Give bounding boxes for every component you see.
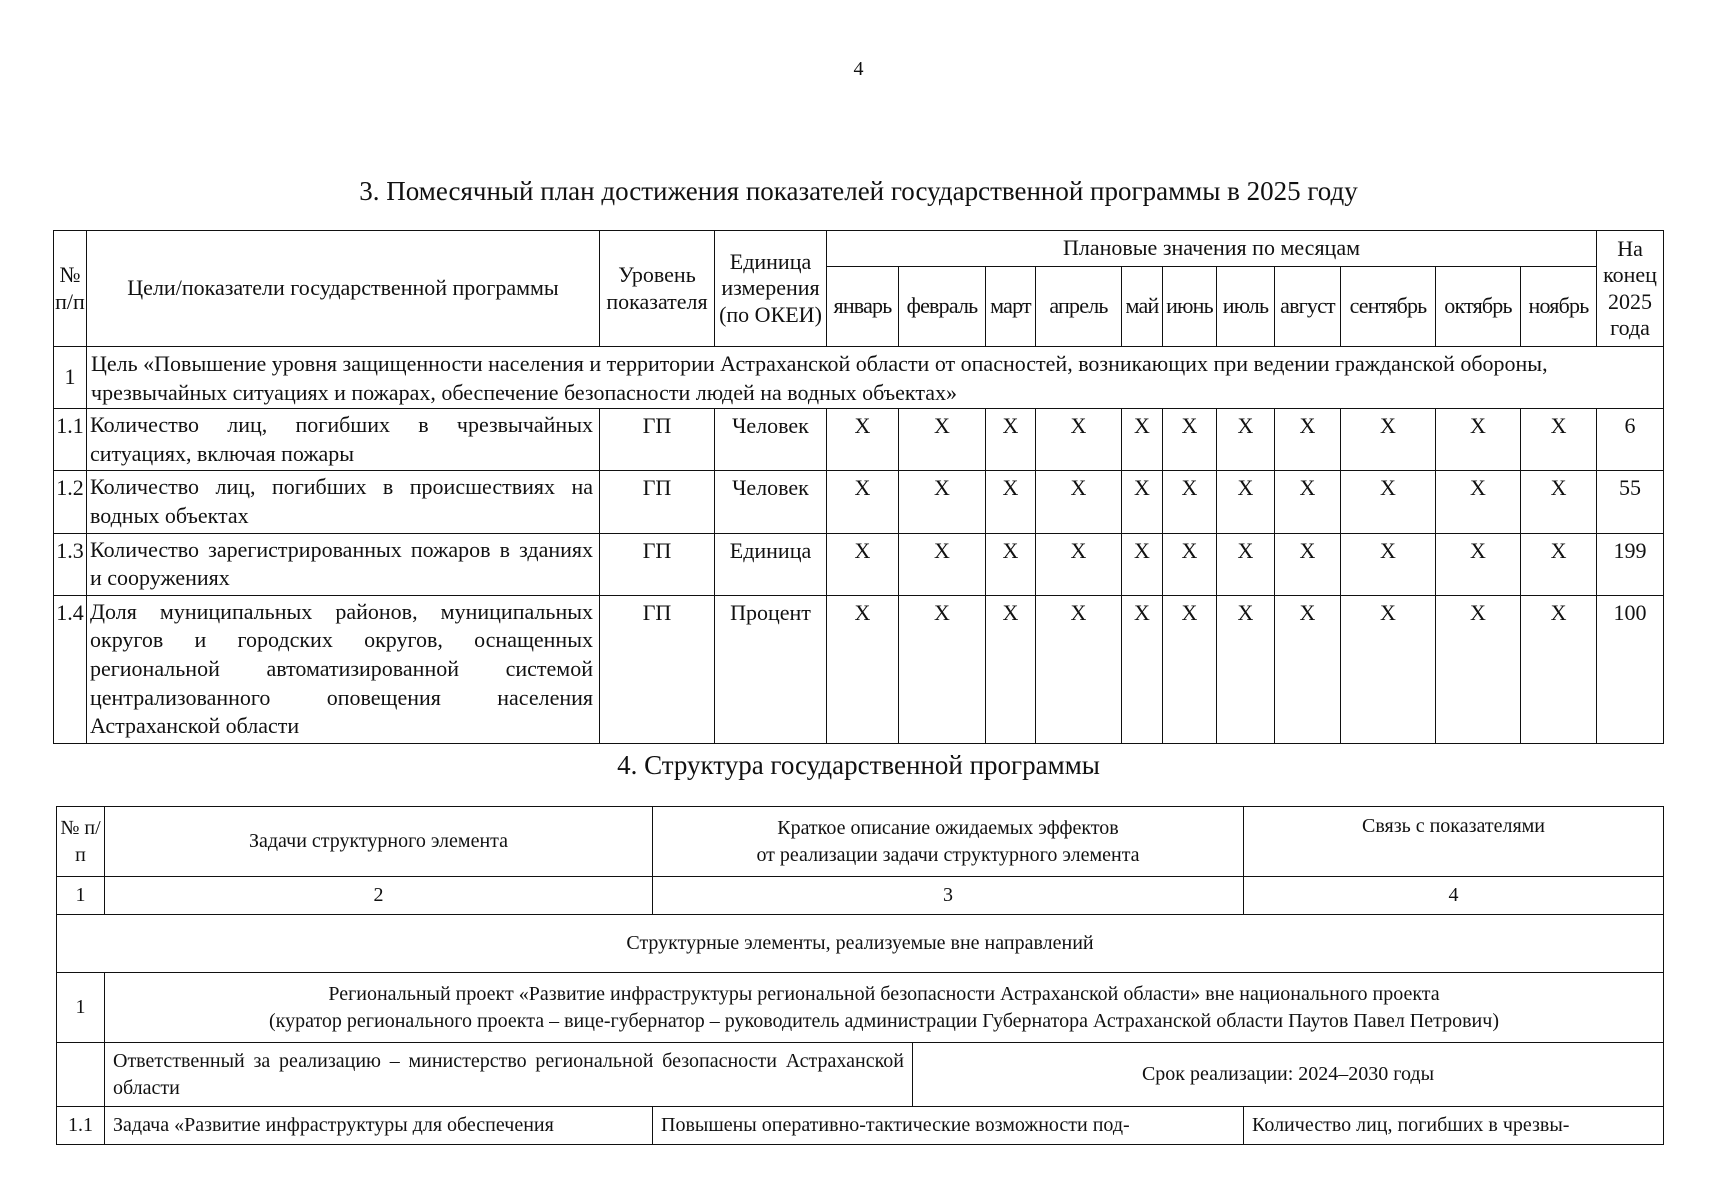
group-title: Структурные элементы, реализуемые вне направлений (57, 915, 1664, 973)
month-value: Х (1341, 471, 1436, 533)
month-value: Х (986, 595, 1036, 743)
end-of-year-value: 55 (1597, 471, 1664, 533)
indicator-name: Количество зарегистрированных пожаров в зданиях и сооружениях (87, 533, 600, 595)
month-value: Х (1275, 471, 1341, 533)
column-number: 3 (653, 877, 1244, 915)
month-value: Х (1122, 595, 1163, 743)
indicator-num: 1.2 (54, 471, 87, 533)
project-title-line1: Региональный проект «Развитие инфраструктуры региональной безопасности Астраханской области» вне национального проекта (328, 982, 1440, 1005)
indicator-level: ГП (600, 595, 715, 743)
indicator-level: ГП (600, 471, 715, 533)
column-number: 2 (105, 877, 653, 915)
indicator-row (54, 595, 1664, 743)
month-value: Х (1217, 533, 1275, 595)
month-header: июнь (1163, 267, 1217, 347)
month-value: Х (1036, 409, 1122, 471)
month-value: Х (1436, 471, 1521, 533)
month-value: Х (899, 409, 986, 471)
header-tasks: Задачи структурного элемента (105, 807, 653, 877)
month-value: Х (1341, 533, 1436, 595)
month-value: Х (1217, 409, 1275, 471)
implementation-term: Срок реализации: 2024–2030 годы (913, 1043, 1664, 1107)
indicator-row (54, 533, 1664, 595)
column-number: 4 (1244, 877, 1664, 915)
month-value: Х (899, 595, 986, 743)
indicator-unit: Единица (715, 533, 827, 595)
header-months-group: Плановые значения по месяцам (827, 231, 1597, 267)
project-curator-line: (куратор регионального проекта – вице-губернатор – руководитель администрации Губернатора Астраханской области Паутов Павел Петрович) (269, 1009, 1499, 1032)
header-goals: Цели/показатели государственной программы (87, 231, 600, 347)
task-num: 1.1 (57, 1107, 105, 1145)
header-num: № п/п (54, 231, 87, 347)
month-value: Х (1163, 471, 1217, 533)
task-effect: Повышены оперативно-тактические возможности под- (653, 1107, 1244, 1145)
month-header: июль (1217, 267, 1275, 347)
indicator-name: Количество лиц, погибших в происшествиях на водных объектах (87, 471, 600, 533)
project-title (105, 973, 1664, 1043)
month-value: Х (986, 471, 1036, 533)
month-header: февраль (899, 267, 986, 347)
responsible-party: Ответственный за реализацию – министерство региональной безопасности Астраханской области (105, 1043, 913, 1107)
monthly-plan-table (53, 230, 1664, 744)
end-of-year-value: 6 (1597, 409, 1664, 471)
month-value: Х (1122, 471, 1163, 533)
goal-num: 1 (54, 347, 87, 409)
month-value: Х (1275, 595, 1341, 743)
month-value: Х (1217, 471, 1275, 533)
project-row (57, 973, 1664, 1043)
month-value: Х (1163, 533, 1217, 595)
month-value: Х (1122, 533, 1163, 595)
indicator-unit: Процент (715, 595, 827, 743)
header-links: Связь с показателями (1244, 807, 1664, 877)
month-value: Х (1341, 409, 1436, 471)
month-value: Х (1275, 533, 1341, 595)
header-effects-line1: Краткое описание ожидаемых эффектов (777, 816, 1119, 839)
goal-text: Цель «Повышение уровня защищенности населения и территории Астраханской области от опасностей, возникающих при ведении гражданской обороны, чрезвычайных ситуациях и пожарах, обеспечение безопасности людей на водных объектах» (87, 347, 1664, 409)
month-value: Х (1122, 409, 1163, 471)
program-structure-table (56, 806, 1664, 1145)
indicator-row (54, 471, 1664, 533)
month-header: сентябрь (1341, 267, 1436, 347)
month-value: Х (827, 533, 899, 595)
month-value: Х (1341, 595, 1436, 743)
month-header: январь (827, 267, 899, 347)
month-value: Х (1436, 409, 1521, 471)
month-value: Х (1036, 471, 1122, 533)
month-value: Х (986, 533, 1036, 595)
section4-title: 4. Структура государственной программы (617, 750, 1100, 780)
month-value: Х (1436, 595, 1521, 743)
project-num: 1 (57, 973, 105, 1043)
header-unit: Единица измерения (по ОКЕИ) (715, 231, 827, 347)
goal-row (54, 347, 1664, 409)
month-value: Х (1521, 595, 1597, 743)
month-value: Х (1521, 409, 1597, 471)
month-value: Х (1036, 533, 1122, 595)
month-value: Х (1521, 533, 1597, 595)
empty-cell (57, 1043, 105, 1107)
month-value: Х (1163, 409, 1217, 471)
month-header: апрель (1036, 267, 1122, 347)
indicator-unit: Человек (715, 471, 827, 533)
indicator-row (54, 409, 1664, 471)
section3-title: 3. Помесячный план достижения показателей государственной программы в 2025 году (359, 176, 1358, 206)
indicator-level: ГП (600, 533, 715, 595)
header-num: № п/п (57, 807, 105, 877)
column-number: 1 (57, 877, 105, 915)
month-header: май (1122, 267, 1163, 347)
page-number: 4 (853, 58, 864, 80)
month-value: Х (827, 409, 899, 471)
month-header: ноябрь (1521, 267, 1597, 347)
header-effects-line2: от реализации задачи структурного элемента (756, 843, 1140, 866)
month-value: Х (1521, 471, 1597, 533)
indicator-num: 1.3 (54, 533, 87, 595)
month-value: Х (899, 533, 986, 595)
end-of-year-value: 100 (1597, 595, 1664, 743)
month-value: Х (1436, 533, 1521, 595)
month-value: Х (899, 471, 986, 533)
indicator-level: ГП (600, 409, 715, 471)
header-level: Уровень показателя (600, 231, 715, 347)
month-header: октябрь (1436, 267, 1521, 347)
month-value: Х (827, 595, 899, 743)
task-text: Задача «Развитие инфраструктуры для обеспечения (105, 1107, 653, 1145)
month-value: Х (1163, 595, 1217, 743)
month-value: Х (1036, 595, 1122, 743)
month-header: август (1275, 267, 1341, 347)
indicator-num: 1.4 (54, 595, 87, 743)
indicator-num: 1.1 (54, 409, 87, 471)
month-header: март (986, 267, 1036, 347)
month-value: Х (827, 471, 899, 533)
indicator-name: Доля муниципальных районов, муниципальных округов и городских округов, оснащенных региональной автоматизированной системой централизованного оповещения населения Астраханской области (87, 595, 600, 743)
end-of-year-value: 199 (1597, 533, 1664, 595)
indicator-name: Количество лиц, погибших в чрезвычайных ситуациях, включая пожары (87, 409, 600, 471)
task-indicator-link: Количество лиц, погибших в чрезвы- (1244, 1107, 1664, 1145)
month-value: Х (1217, 595, 1275, 743)
indicator-unit: Человек (715, 409, 827, 471)
header-effects (653, 807, 1244, 877)
month-value: Х (986, 409, 1036, 471)
task-row (57, 1107, 1664, 1145)
header-end-of-year: На конец 2025 года (1597, 231, 1664, 347)
month-value: Х (1275, 409, 1341, 471)
